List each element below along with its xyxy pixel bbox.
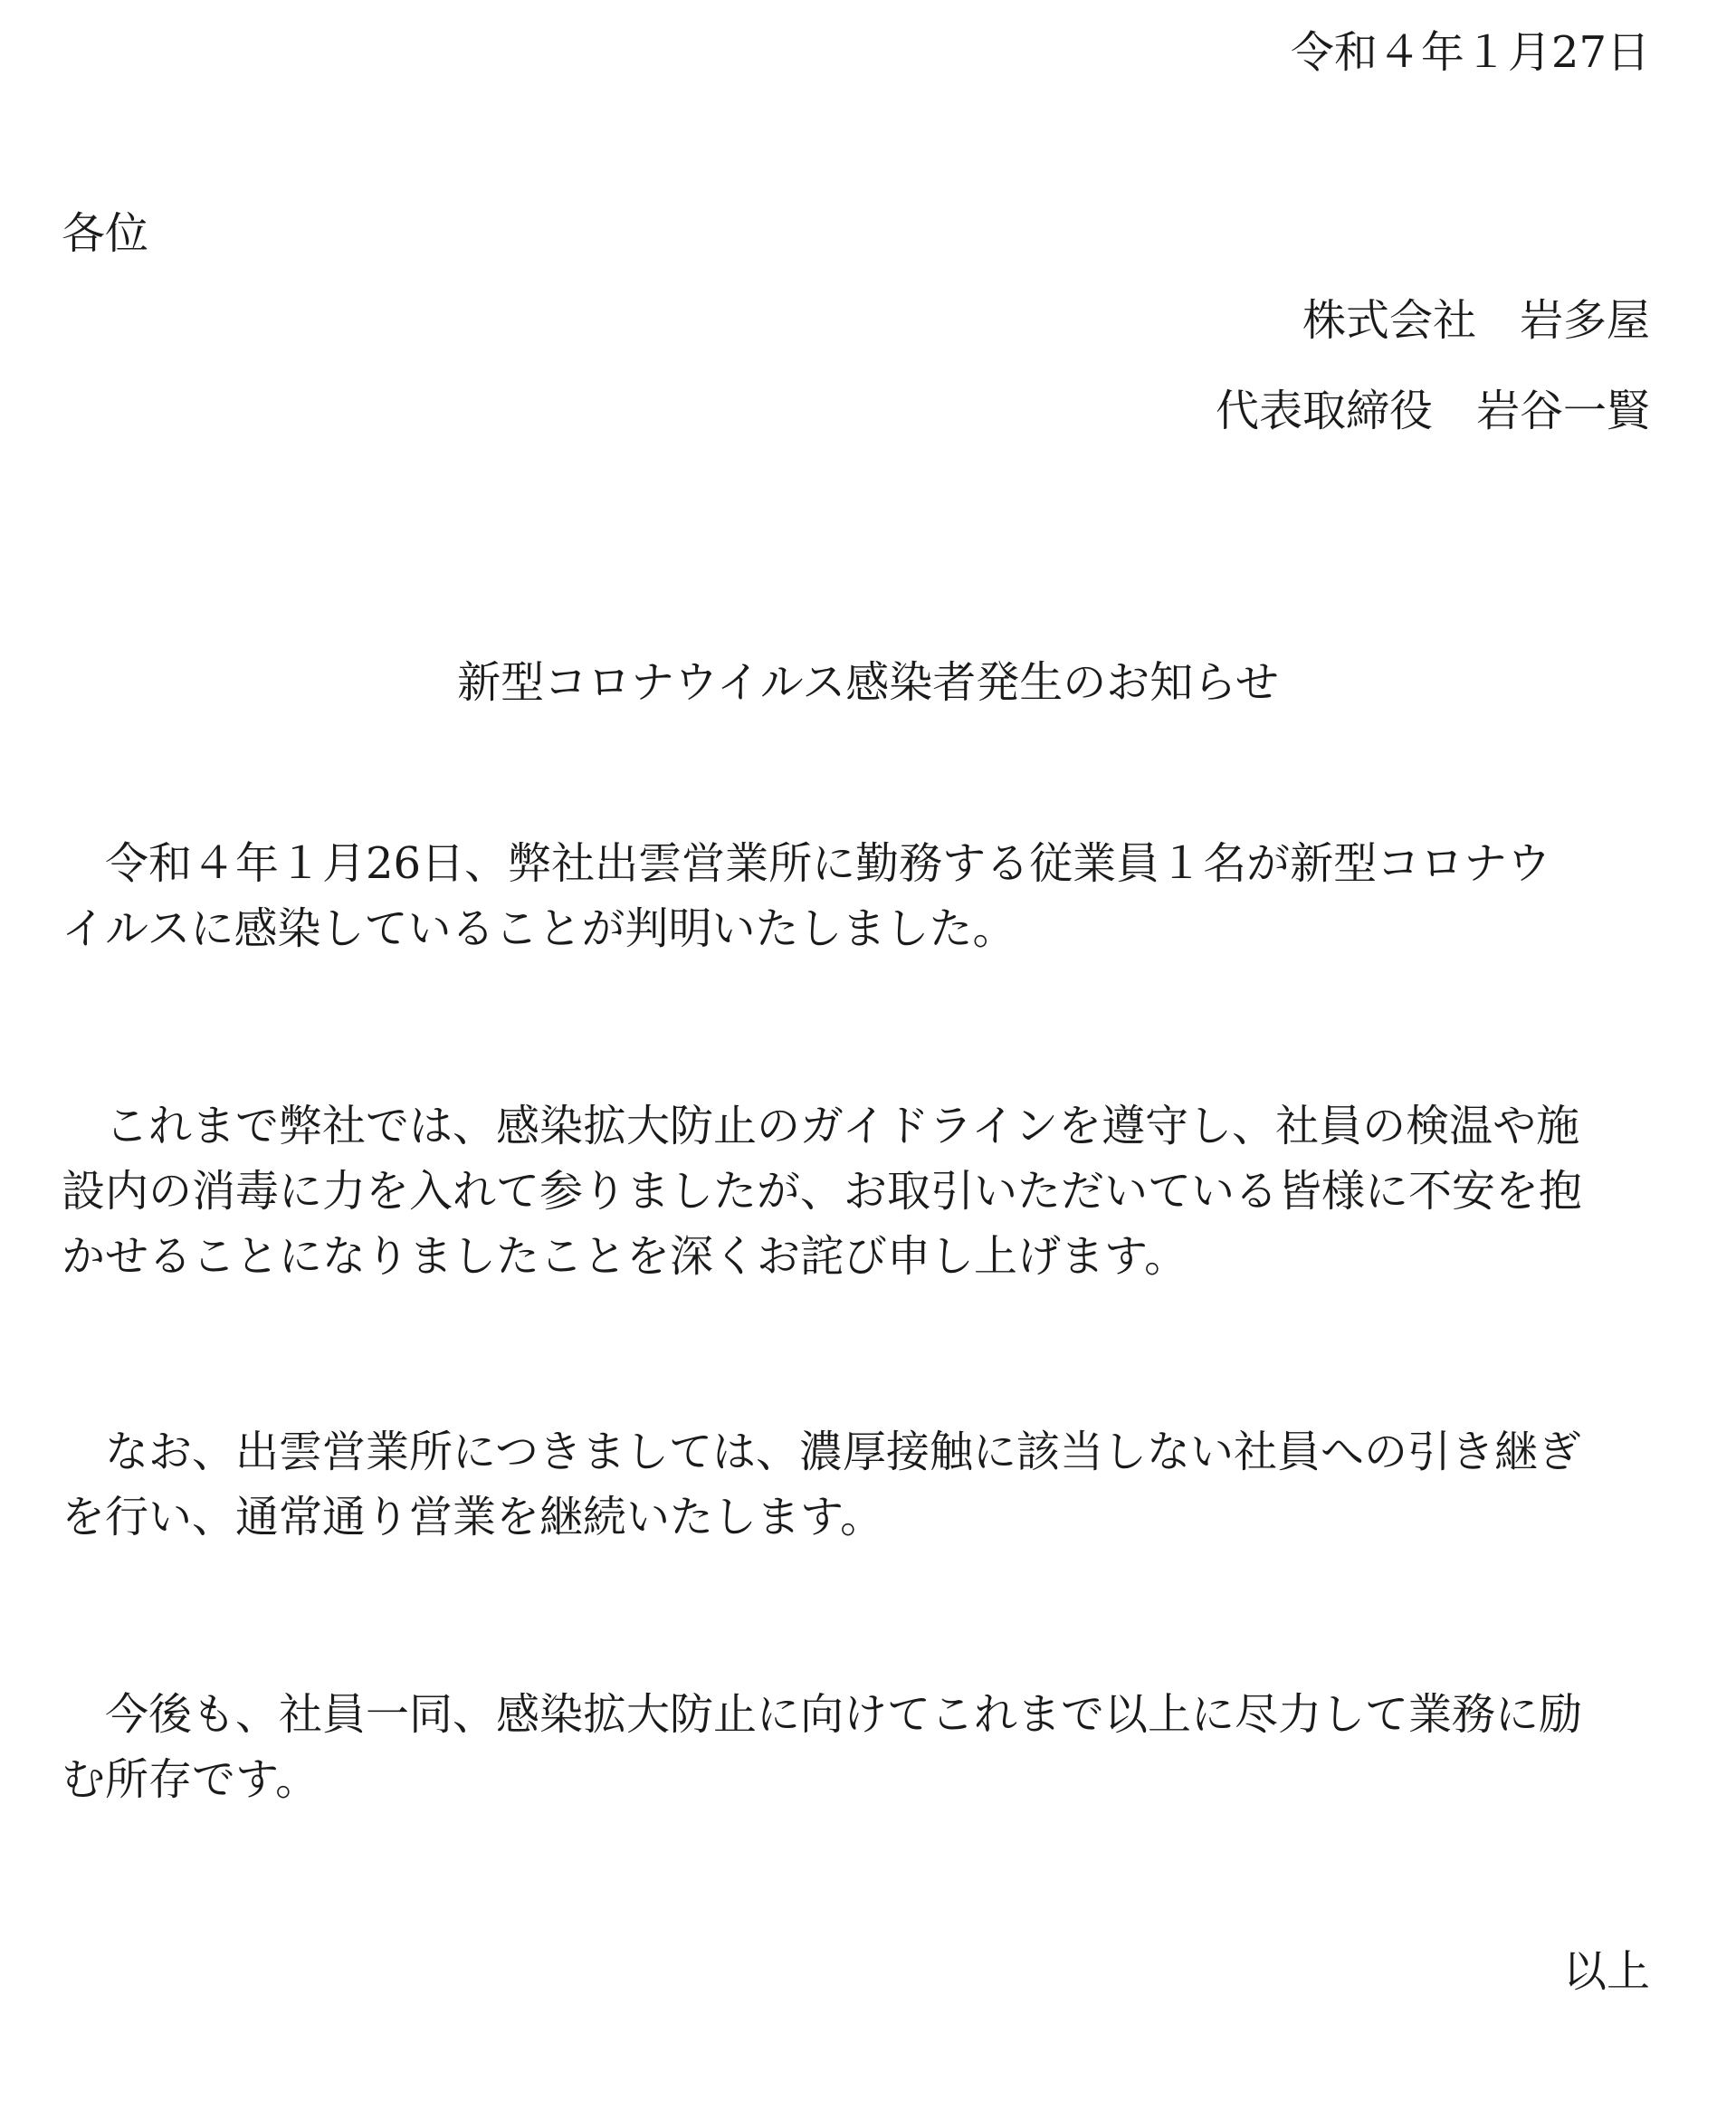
paragraph-line: なお、出雲営業所につきましては、濃厚接触に該当しない社員への引き継ぎ <box>105 1427 1582 1477</box>
paragraph-4 <box>62 1682 1655 1812</box>
paragraph-2 <box>62 1093 1655 1289</box>
paragraph-line: 今後も、社員一同、感染拡大防止に向けてこれまで以上に尽力して業務に励 <box>105 1689 1583 1740</box>
paragraph-line: を行い、通常通り営業を継続いたします。 <box>62 1492 884 1542</box>
addressee: 各位 <box>62 208 149 259</box>
paragraph-line: かせることになりましたことを深くお詫び申し上げます。 <box>62 1231 1188 1282</box>
paragraph-line: これまで弊社では、感染拡大防止のガイドラインを遵守し、社員の検温や施 <box>105 1101 1580 1151</box>
paragraph-1 <box>62 831 1655 961</box>
company-name: 株式会社 岩多屋 <box>1302 295 1650 346</box>
paragraph-3 <box>62 1419 1655 1550</box>
paragraph-line: む所存です。 <box>62 1754 320 1805</box>
representative-name: 代表取締役 岩谷一賢 <box>1215 386 1650 436</box>
document-title: 新型コロナウイルス感染者発生のお知らせ <box>457 657 1279 708</box>
closing-mark: 以上 <box>1562 1946 1650 1997</box>
paragraph-line: 設内の消毒に力を入れて参りましたが、お取引いただいている皆様に不安を抱 <box>62 1166 1583 1217</box>
document-date: 令和４年１月27日 <box>1290 27 1650 78</box>
paragraph-line: 令和４年１月26日、弊社出雲営業所に勤務する従業員１名が新型コロナウ <box>105 838 1551 889</box>
paragraph-line: イルスに感染していることが判明いたしました。 <box>62 903 1016 954</box>
